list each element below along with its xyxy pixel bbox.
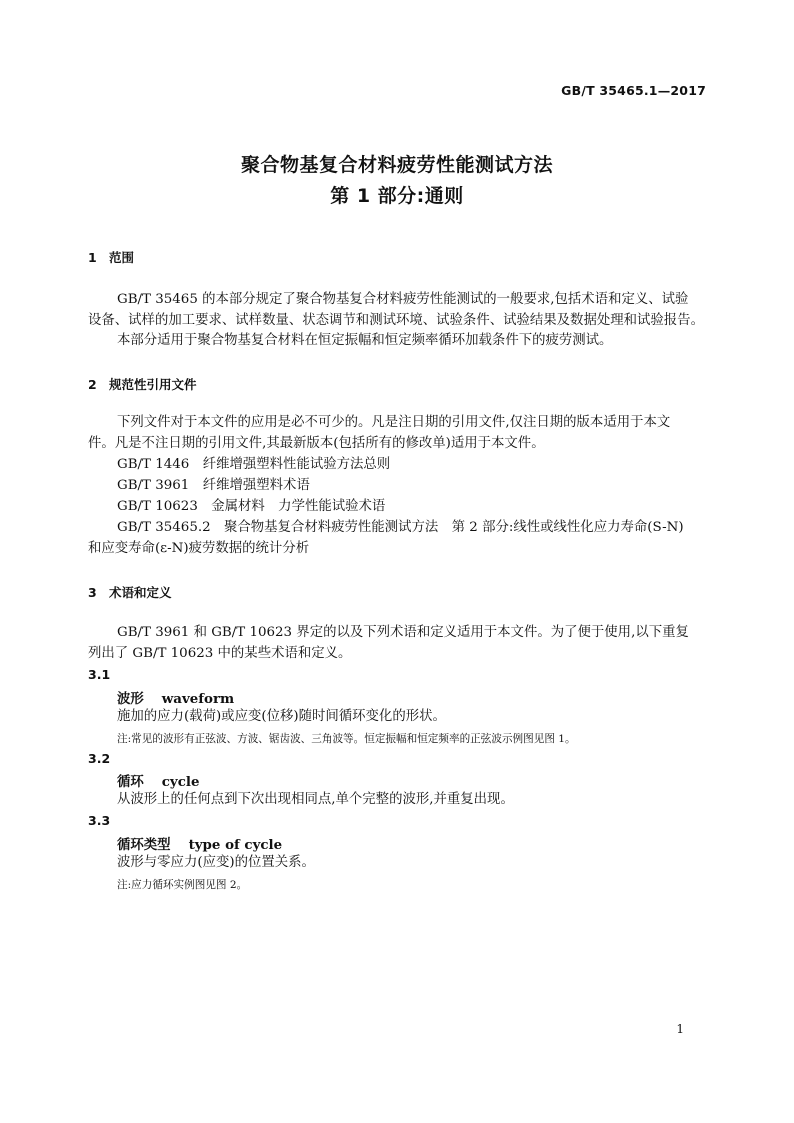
term-note: 注:应力循环实例图见图 2。: [117, 879, 248, 891]
clause-number: 3.2: [88, 751, 111, 766]
paragraph-line: 本部分适用于聚合物基复合材料在恒定振幅和恒定频率循环加载条件下的疲劳测试。: [117, 333, 613, 348]
term-chinese: 循环类型: [117, 838, 171, 853]
term-definition: 施加的应力(载荷)或应变(位移)随时间循环变化的形状。: [117, 709, 446, 724]
section-number: 1: [88, 250, 97, 265]
section-title: 术语和定义: [109, 585, 172, 600]
term-definition: 波形与零应力(应变)的位置关系。: [117, 855, 315, 870]
paragraph-line: 下列文件对于本文件的应用是必不可少的。凡是注日期的引用文件,仅注日期的版本适用于本文: [117, 415, 671, 430]
section-title: 范围: [109, 250, 135, 265]
term-entry: [117, 771, 199, 790]
reference-item: GB/T 3961 纤维增强塑料术语: [117, 478, 310, 493]
document-subtitle: 第 1 部分:通则: [330, 185, 464, 207]
term-english: type of cycle: [188, 837, 283, 853]
reference-item: GB/T 35465.2 聚合物基复合材料疲劳性能测试方法 第 2 部分:线性或线性化应力寿命(S-N): [117, 520, 684, 535]
term-entry: [117, 688, 234, 707]
reference-item: GB/T 1446 纤维增强塑料性能试验方法总则: [117, 457, 391, 472]
reference-item: GB/T 10623 金属材料 力学性能试验术语: [117, 499, 386, 514]
section-number: 2: [88, 377, 97, 392]
clause-number: 3.3: [88, 813, 111, 828]
section-heading-scope: [88, 248, 134, 266]
paragraph-line: 列出了 GB/T 10623 中的某些术语和定义。: [88, 646, 352, 661]
term-chinese: 循环: [117, 775, 144, 790]
term-definition: 从波形上的任何点到下次出现相同点,单个完整的波形,并重复出现。: [117, 792, 514, 807]
section-heading-terms-definitions: [88, 583, 172, 601]
paragraph-line: 件。凡是不注日期的引用文件,其最新版本(包括所有的修改单)适用于本文件。: [88, 436, 545, 451]
term-entry: [117, 834, 282, 853]
term-note: 注:常见的波形有正弦波、方波、锯齿波、三角波等。恒定振幅和恒定频率的正弦波示例图见图 1。: [117, 733, 576, 745]
term-chinese: 波形: [117, 692, 144, 707]
page-number: 1: [676, 1022, 684, 1036]
document-title: 聚合物基复合材料疲劳性能测试方法: [240, 154, 553, 176]
term-english: waveform: [161, 691, 235, 707]
term-english: cycle: [161, 774, 200, 790]
paragraph-line: GB/T 35465 的本部分规定了聚合物基复合材料疲劳性能测试的一般要求,包括术语和定义、试验: [117, 292, 689, 307]
reference-item-continuation: 和应变寿命(ε-N)疲劳数据的统计分析: [88, 541, 310, 556]
section-number: 3: [88, 585, 97, 600]
section-heading-normative-references: [88, 375, 197, 393]
section-title: 规范性引用文件: [109, 377, 197, 392]
document-code: GB/T 35465.1—2017: [561, 83, 706, 98]
clause-number: 3.1: [88, 667, 111, 682]
paragraph-line: 设备、试样的加工要求、试样数量、状态调节和测试环境、试验条件、试验结果及数据处理和试验报告。: [88, 313, 704, 328]
paragraph-line: GB/T 3961 和 GB/T 10623 界定的以及下列术语和定义适用于本文件。为了便于使用,以下重复: [117, 625, 689, 640]
